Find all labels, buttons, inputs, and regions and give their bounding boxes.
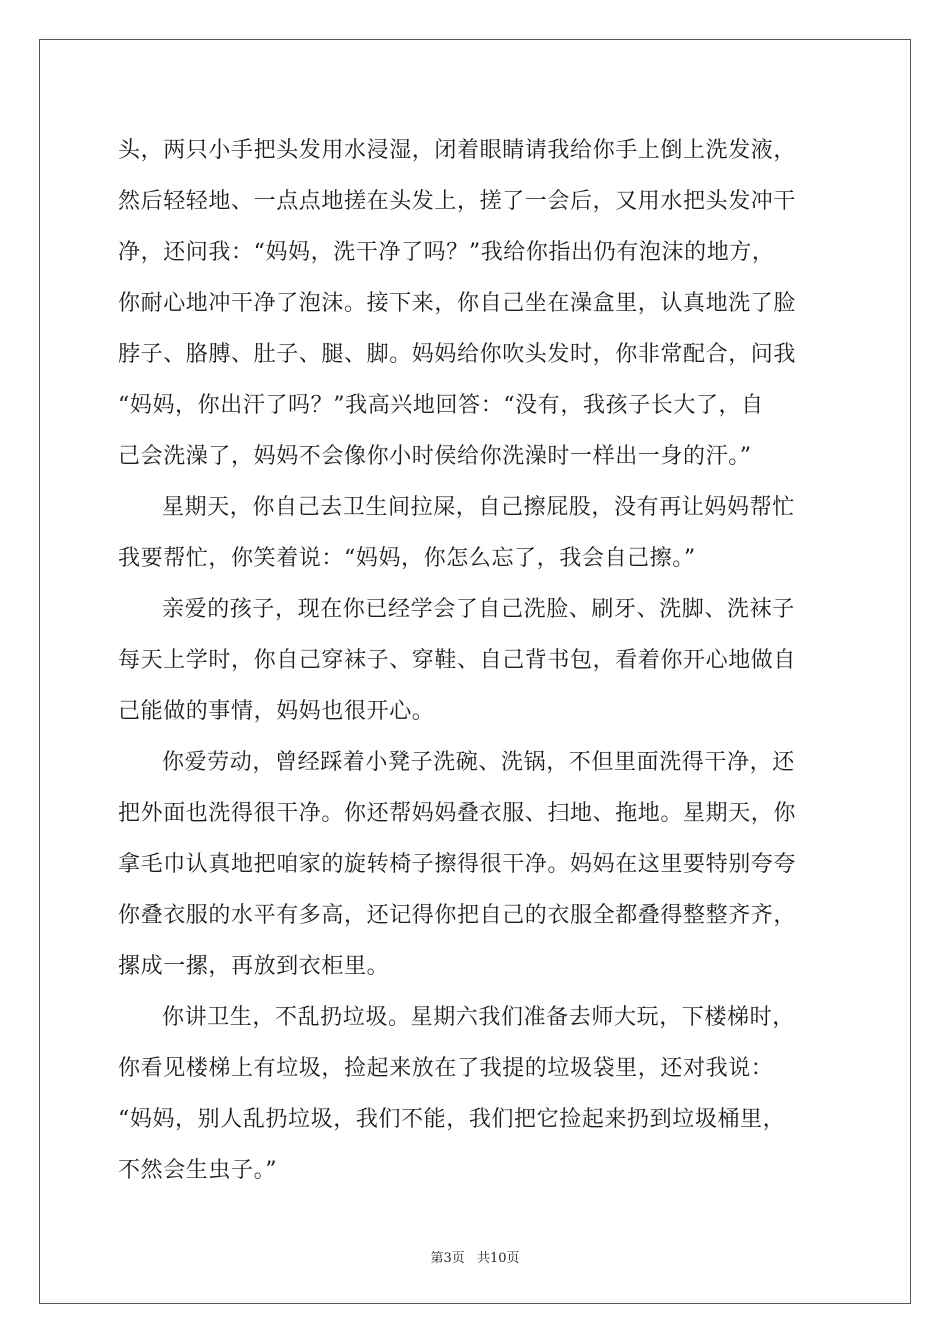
text-line: 你讲卫生，不乱扔垃圾。星期六我们准备去师大玩，下楼梯时， <box>162 1005 795 1030</box>
text-line: 你耐心地冲干净了泡沫。接下来，你自己坐在澡盒里，认真地洗了脸 <box>118 291 797 316</box>
text-line: 你爱劳动，曾经踩着小凳子洗碗、洗锅，不但里面洗得干净，还 <box>162 750 795 775</box>
text-line: 己能做的事情，妈妈也很开心。 <box>118 699 435 724</box>
text-line: 亲爱的孩子，现在你已经学会了自己洗脸、刷牙、洗脚、洗袜子 <box>162 597 795 622</box>
text-line: 把外面也洗得很干净。你还帮妈妈叠衣服、扫地、拖地。星期天，你 <box>118 801 797 826</box>
page-total: 共10页 <box>476 1251 520 1266</box>
text-line: 你叠衣服的水平有多高，还记得你把自己的衣服全都叠得整整齐齐， <box>118 903 797 928</box>
text-line: 我要帮忙，你笑着说：“妈妈，你怎么忘了，我会自己擦。” <box>118 546 696 571</box>
text-line: 头，两只小手把头发用水浸湿，闭着眼睛请我给你手上倒上洗发液， <box>118 138 797 163</box>
text-line: “妈妈，别人乱扔垃圾，我们不能，我们把它捡起来扔到垃圾桶里， <box>118 1107 786 1132</box>
document-body <box>118 125 834 1196</box>
text-line: 拿毛巾认真地把咱家的旋转椅子擦得很干净。妈妈在这里要特别夸夸 <box>118 852 797 877</box>
text-line: 摞成一摞，再放到衣柜里。 <box>118 954 390 979</box>
text-line: “妈妈，你出汗了吗？”我高兴地回答：“没有，我孩子长大了，自 <box>118 393 764 418</box>
text-line: 脖子、胳膊、肚子、腿、脚。妈妈给你吹头发时，你非常配合，问我 <box>118 342 797 367</box>
text-line: 己会洗澡了，妈妈不会像你小时侯给你洗澡时一样出一身的汗。” <box>118 444 752 469</box>
page-number: 第3页 <box>430 1251 465 1266</box>
text-line: 然后轻轻地、一点点地搓在头发上，搓了一会后，又用水把头发冲干 <box>118 189 797 214</box>
page-footer <box>0 1247 950 1266</box>
text-line: 星期天，你自己去卫生间拉屎，自己擦屁股，没有再让妈妈帮忙 <box>162 495 795 520</box>
text-line: 每天上学时，你自己穿袜子、穿鞋、自己背书包，看着你开心地做自 <box>118 648 797 673</box>
text-line: 不然会生虫子。” <box>118 1158 278 1183</box>
text-line: 净，还问我：“妈妈，洗干净了吗？”我给你指出仍有泡沫的地方， <box>118 240 775 265</box>
text-line: 你看见楼梯上有垃圾，捡起来放在了我提的垃圾袋里，还对我说： <box>118 1056 774 1081</box>
